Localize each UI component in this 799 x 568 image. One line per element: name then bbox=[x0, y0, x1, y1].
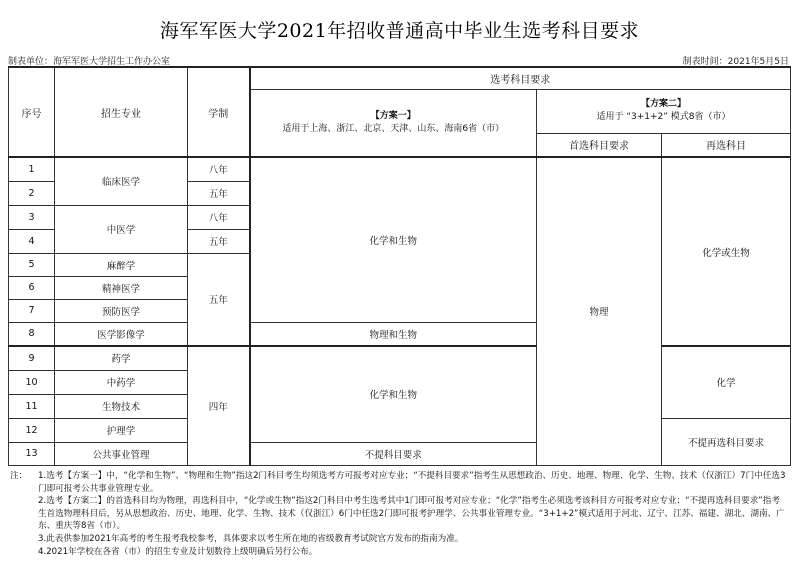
footnotes bbox=[10, 470, 788, 558]
major-cell: 生物技术 bbox=[55, 394, 188, 418]
plan2-first-choice-header: 首选科目要求 bbox=[537, 133, 662, 157]
row-index: 2 bbox=[9, 181, 55, 205]
plan1-requirement: 物理和生物 bbox=[250, 322, 537, 346]
issuing-unit: 制表单位：海军军医大学招生工作办公室 bbox=[8, 57, 171, 67]
major-cell: 精神医学 bbox=[55, 276, 188, 299]
table-row bbox=[9, 346, 791, 370]
row-index: 6 bbox=[9, 276, 55, 299]
row-index: 13 bbox=[9, 442, 55, 465]
row-index: 9 bbox=[9, 346, 55, 370]
plan2-first-requirement: 物理 bbox=[537, 157, 662, 465]
major-cell: 公共事业管理 bbox=[55, 442, 188, 465]
col-years-header: 学制 bbox=[188, 67, 250, 157]
notes-lead: 注： bbox=[10, 471, 28, 481]
note-item: 4.2021年学校在各省（市）的招生专业及计划数待上级明确后另行公布。 bbox=[38, 546, 318, 557]
plan1-desc: 适用于上海、浙江、北京、天津、山东、海南6省（市） bbox=[282, 123, 505, 134]
row-index: 12 bbox=[9, 418, 55, 442]
plan2-second-requirement: 化学 bbox=[662, 346, 791, 418]
row-index: 4 bbox=[9, 229, 55, 253]
major-cell: 临床医学 bbox=[55, 157, 188, 205]
plan2-second-requirement: 不提再选科目要求 bbox=[662, 418, 791, 465]
row-index: 11 bbox=[9, 394, 55, 418]
major-cell: 中医学 bbox=[55, 205, 188, 253]
page-title: 海军军医大学2021年招收普通高中毕业生选考科目要求 bbox=[159, 20, 640, 42]
major-cell: 中药学 bbox=[55, 370, 188, 394]
note-item: 3.此表供参加2021年高考的考生报考我校参考，具体要求以考生所在地的省级教育考试院官方发布的指南为准。 bbox=[38, 533, 464, 544]
major-cell: 护理学 bbox=[55, 418, 188, 442]
table-row bbox=[9, 157, 791, 181]
years-cell: 五年 bbox=[188, 253, 250, 346]
plan2-second-choice-header: 再选科目 bbox=[662, 133, 791, 157]
row-index: 10 bbox=[9, 370, 55, 394]
note-item: 2.选考【方案二】的首选科目均为物理，再选科目中，“化学或生物”指这2门科目中考生选考其中1门即可报考对应专业；“化学”指考生必须选考该科目方可报考对应专业；“不提再选科目要求”指考生首选物理科目后，另从思想政治、历史、地理、化学、生物、技术（仅浙江）6门中任选2门即可报考护理学、公共事业管理专业。“3+1+2”模式适用于河北、辽宁、江苏、福建、湖北、湖南、广东、重庆等8省（市）。 bbox=[38, 496, 785, 532]
plan2-desc: 适用于 “3+1+2” 模式8省（市） bbox=[596, 112, 731, 122]
years-cell: 四年 bbox=[188, 346, 250, 465]
years-cell: 五年 bbox=[188, 181, 250, 205]
plan2-title: 【方案二】 bbox=[640, 99, 686, 109]
major-cell: 预防医学 bbox=[55, 299, 188, 322]
issue-date: 制表时间：2021年5月5日 bbox=[682, 57, 789, 67]
note-item: 1.选考【方案一】中，“化学和生物”、“物理和生物”指这2门科目考生均须选考方可报考对应专业；“不提科目要求”指考生从思想政治、历史、地理、物理、化学、生物、技术（仅浙江）7门中任选3门即可报考公共事业管理专业。 bbox=[38, 471, 786, 494]
major-cell: 麻醉学 bbox=[55, 253, 188, 276]
plan1-title: 【方案一】 bbox=[370, 110, 416, 121]
plan1-requirement: 化学和生物 bbox=[250, 157, 537, 322]
years-cell: 八年 bbox=[188, 157, 250, 181]
row-index: 8 bbox=[9, 322, 55, 346]
plan1-header bbox=[250, 89, 537, 157]
row-index: 3 bbox=[9, 205, 55, 229]
years-cell: 八年 bbox=[188, 205, 250, 229]
years-cell: 五年 bbox=[188, 229, 250, 253]
requirements-table bbox=[8, 66, 791, 466]
row-index: 1 bbox=[9, 157, 55, 181]
plan2-header bbox=[537, 89, 791, 133]
row-index: 7 bbox=[9, 299, 55, 322]
header-row-1 bbox=[9, 67, 791, 89]
col-subjects-header: 选考科目要求 bbox=[250, 67, 791, 89]
major-cell: 药学 bbox=[55, 346, 188, 370]
plan1-requirement: 不提科目要求 bbox=[250, 442, 537, 465]
row-index: 5 bbox=[9, 253, 55, 276]
plan1-requirement: 化学和生物 bbox=[250, 346, 537, 442]
plan2-second-requirement: 化学或生物 bbox=[662, 157, 791, 346]
col-index-header: 序号 bbox=[9, 67, 55, 157]
major-cell: 医学影像学 bbox=[55, 322, 188, 346]
col-major-header: 招生专业 bbox=[55, 67, 188, 157]
